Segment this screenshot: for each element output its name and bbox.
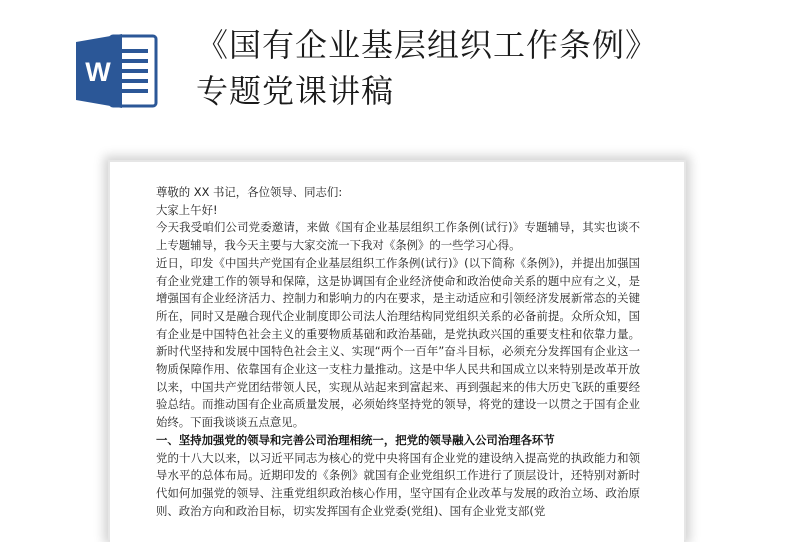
section-heading: 一、坚持加强党的领导和完善公司治理相统一，把党的领导融入公司治理各环节 — [156, 432, 555, 447]
paragraph: 今天我受咱们公司党委邀请，来做《国有企业基层组织工作条例(试行)》专题辅导，其实也谈不上专题辅导，我今天主要与大家交流一下我对《条例》的一些学习心得。 — [156, 220, 640, 253]
word-icon-letter: W — [85, 57, 111, 87]
title-line-1: 《国有企业基层组织工作条例》 — [196, 26, 659, 64]
header-banner — [0, 0, 800, 160]
word-document-icon — [76, 32, 158, 110]
paragraph: 党的十八大以来，以习近平同志为核心的党中央将国有企业党的建设纳入提高党的执政能力和领导水平的总体布局。近期印发的《条例》就国有企业党组织工作进行了顶层设计，还特别对新时代如何加强党的领导、注重党组织政治核心作用，坚守国有企业改革与发展的政治立场、政治原则、政治方向和政治目标，切实发挥国有企业党委(党组)、国有企业党支部(党 — [156, 450, 640, 518]
greeting: 大家上午好! — [156, 202, 218, 217]
page-title — [196, 22, 796, 114]
document-body — [156, 184, 640, 520]
paragraph: 近日，印发《中国共产党国有企业基层组织工作条例(试行)》(以下简称《条例》)，并提出加强国有企业党建工作的领导和保障，这是协调国有企业经济使命和政治使命关系的题中应有之义，是增强国有企业经济活力、控制力和影响力的内在要求，是主动适应和引领经济发展新常态的关键所在，同时又是融合现代企业制度即公司法人治理结构同党组织关系的必备前提。众所众知，国有企业是中国特色社会主义的重要物质基础和政治基础，是党执政兴国的重要支柱和依靠力量。新时代坚持和发展中国特色社会主义、实现“两个一百年”奋斗目标，必须充分发挥国有企业这一物质保障作用、依靠国有企业这一支柱力量推动。这是中华人民共和国成立以来特别是改革开放以来，中国共产党团结带领人民，实现从站起来到富起来、再到强起来的伟大历史飞跃的重要经验总结。而推动国有企业高质量发展，必须始终坚持党的领导，将党的建设一以贯之于国有企业始终。下面我谈谈五点意见。 — [156, 255, 640, 430]
title-line-2: 专题党课讲稿 — [196, 72, 395, 110]
salutation: 尊敬的 XX 书记，各位领导、同志们: — [156, 185, 343, 199]
document-page — [110, 162, 684, 542]
